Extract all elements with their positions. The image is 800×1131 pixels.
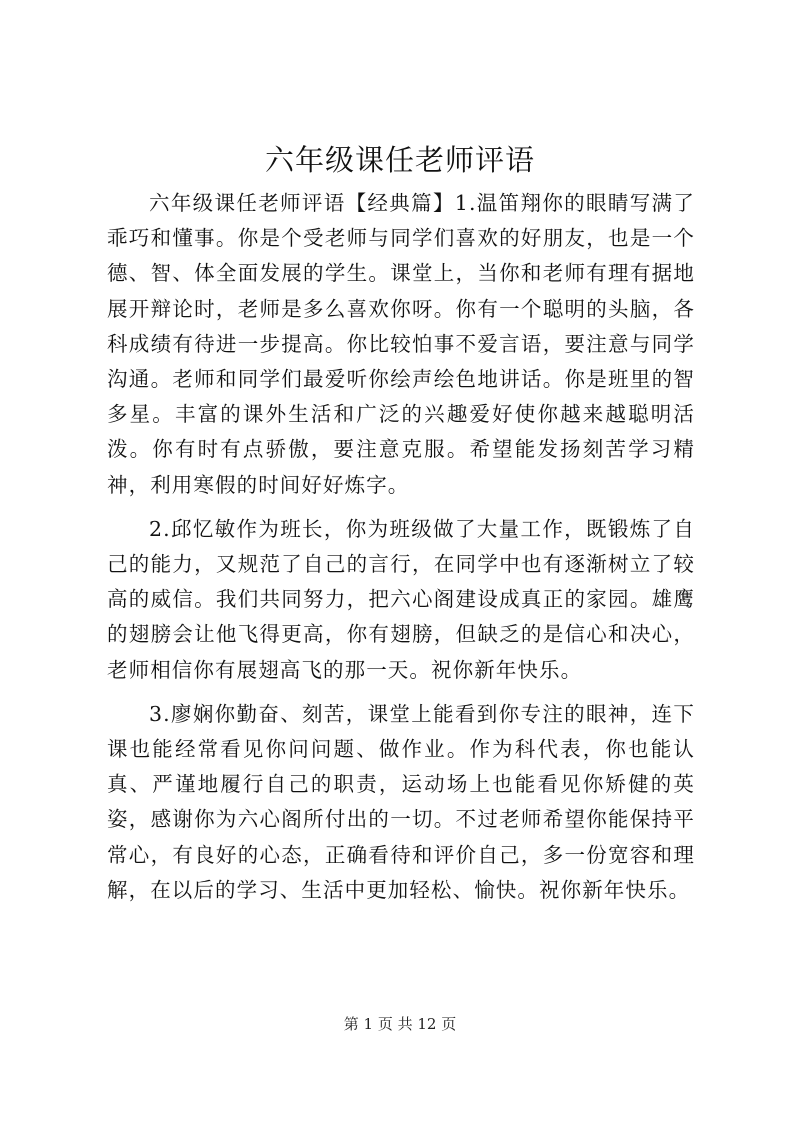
paragraph-2: 2.邱忆敏作为班长，你为班级做了大量工作，既锻炼了自己的能力，又规范了自己的言行，在同学中也有逐渐树立了较高的威信。我们共同努力，把六心阁建设成真正的家园。雄鹰的翅膀会让他飞得更高，你有翅膀，但缺乏的是信心和决心，老师相信你有展翅高飞的那一天。祝你新年快乐。 (107, 516, 695, 682)
document-body (107, 186, 695, 917)
page-footer: 第 1 页 共 12 页 (343, 1015, 457, 1033)
paragraph-3: 3.廖娴你勤奋、刻苦，课堂上能看到你专注的眼神，连下课也能经常看见你问问题、做作业。作为科代表，你也能认真、严谨地履行自己的职责，运动场上也能看见你矫健的英姿，感谢你为六心阁所付出的一切。不过老师希望你能保持平常心，有良好的心态，正确看待和评价自己，多一份宽容和理解，在以后的学习、生活中更加轻松、愉快。祝你新年快乐。 (107, 701, 695, 902)
paragraph-1: 六年级课任老师评语【经典篇】1.温笛翔你的眼睛写满了乖巧和懂事。你是个受老师与同学们喜欢的好朋友，也是一个德、智、体全面发展的学生。课堂上，当你和老师有理有据地展开辩论时，老师是多么喜欢你呀。你有一个聪明的头脑，各科成绩有待进一步提高。你比较怕事不爱言语，要注意与同学沟通。老师和同学们最爱听你绘声绘色地讲话。你是班里的智多星。丰富的课外生活和广泛的兴趣爱好使你越来越聪明活泼。你有时有点骄傲，要注意克服。希望能发扬刻苦学习精神，利用寒假的时间好好炼字。 (107, 191, 695, 497)
page-title: 六年级课任老师评语 (264, 143, 535, 177)
